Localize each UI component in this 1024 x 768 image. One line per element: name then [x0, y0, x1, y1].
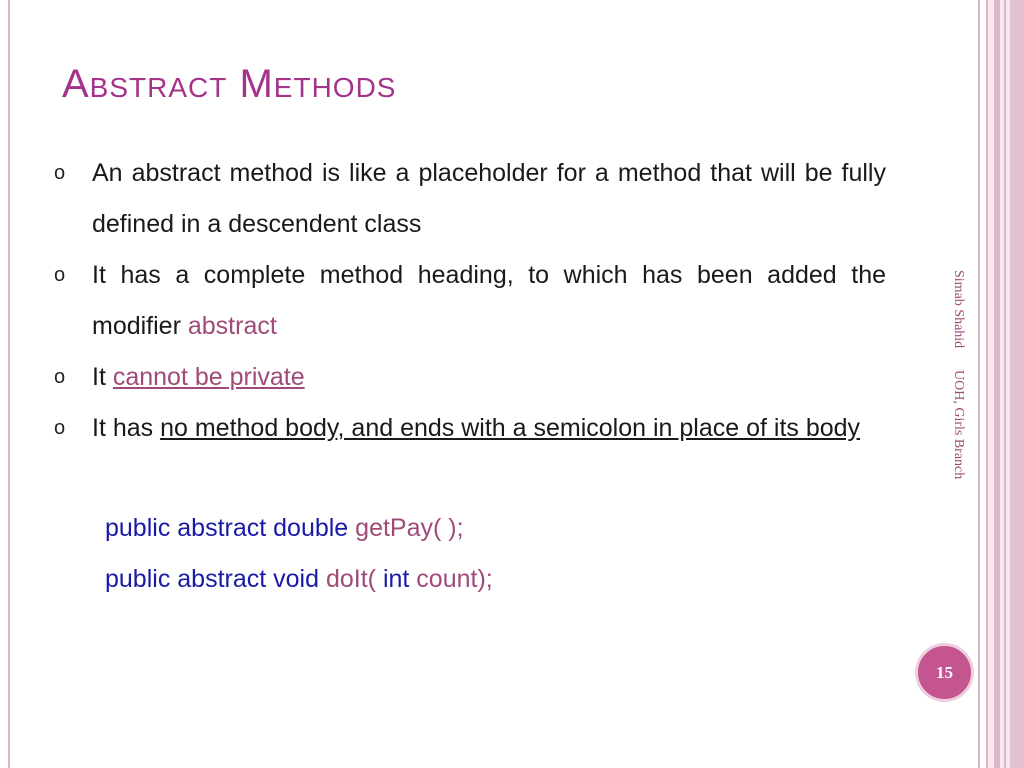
code-line-doit: [105, 565, 493, 594]
code-method: doIt(: [325, 565, 383, 593]
keyword-abstract: abstract: [187, 312, 277, 340]
code-line-getpay: [105, 514, 464, 543]
bullet-item: [54, 352, 886, 403]
bullet-item: [54, 148, 886, 250]
bullet-marker: o: [54, 366, 66, 388]
code-type: int: [382, 565, 410, 593]
stripe: [1004, 0, 1006, 768]
bullet-marker: o: [54, 417, 66, 439]
decorative-side-stripes: [986, 0, 1024, 768]
bullet-text: It: [92, 363, 113, 391]
code-method: getPay( );: [355, 514, 464, 542]
slide-title: Abstract Methods: [62, 62, 397, 106]
bullet-text: It has: [92, 414, 161, 442]
page-number-badge: 15: [915, 643, 974, 702]
footer-author: Simab Shahid: [951, 270, 966, 349]
footer-institution: UOH, Girls Branch: [951, 370, 966, 480]
underlined-text: no method body, and ends with a semicolon in place of its body: [160, 414, 861, 442]
stripe: [1010, 0, 1024, 768]
bullet-item: [54, 403, 886, 454]
bullet-list: [54, 148, 886, 454]
bullet-marker: o: [54, 162, 66, 184]
code-keywords: public abstract void: [105, 565, 326, 593]
bullet-marker: o: [54, 264, 66, 286]
code-param: count);: [409, 565, 493, 593]
bullet-item: [54, 250, 886, 352]
bullet-text: It has a complete method heading, to which has been added the modifier: [92, 261, 886, 340]
stripe: [986, 0, 988, 768]
cannot-be-private-link[interactable]: cannot be private: [112, 363, 305, 391]
stripe: [994, 0, 1000, 768]
vertical-footer: [950, 270, 972, 570]
code-keywords: public abstract double: [105, 514, 356, 542]
bullet-text: An abstract method is like a placeholder for a method that will be fully defined in a descendent class: [92, 159, 886, 238]
